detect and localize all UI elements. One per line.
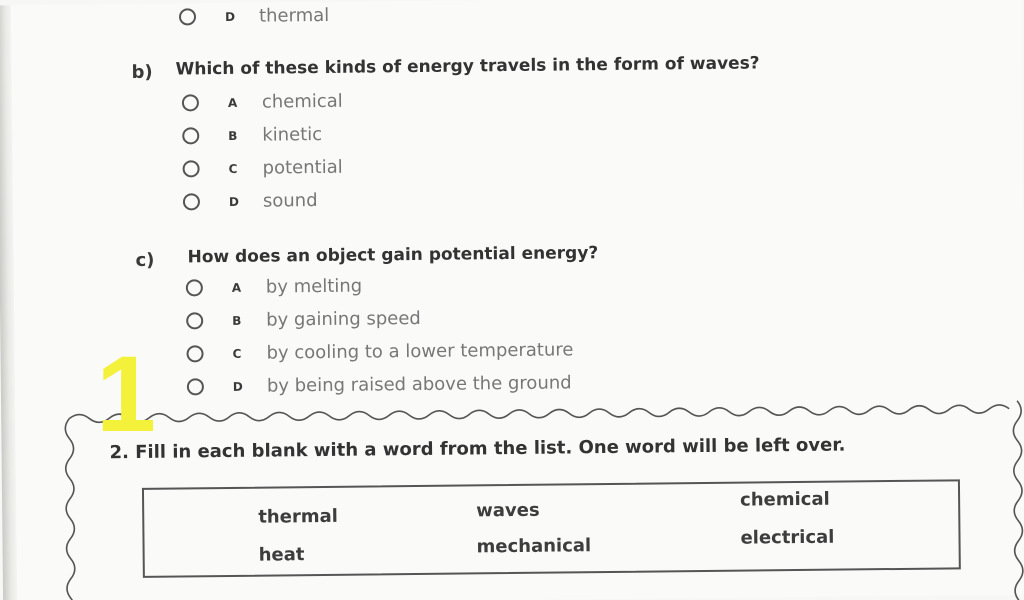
binder-edge: [0, 5, 17, 600]
choice-text: thermal: [258, 4, 330, 27]
choice-text: by melting: [265, 275, 363, 298]
question-c-text: How does an object gain potential energy?: [187, 243, 599, 268]
choice-text: by cooling to a lower temperature: [266, 339, 574, 364]
word-bank-item: waves: [476, 499, 540, 522]
choice-text: by gaining speed: [266, 307, 421, 331]
radio-button[interactable]: [183, 160, 200, 177]
question-2-text: 2. Fill in each blank with a word from the list. One word will be left over.: [109, 434, 846, 464]
choice-text: chemical: [261, 90, 343, 113]
word-bank-item: electrical: [740, 526, 835, 549]
choice-letter: D: [232, 379, 243, 394]
highlight-number: 1: [96, 333, 157, 454]
radio-button[interactable]: [182, 127, 199, 144]
choice-text: kinetic: [262, 123, 323, 146]
choice-letter: D: [224, 9, 236, 24]
choice-letter: B: [228, 128, 238, 143]
choice-text: by being raised above the ground: [266, 372, 572, 397]
choice-letter: B: [232, 313, 242, 328]
question-c-label: c): [135, 249, 155, 271]
choice-text: potential: [262, 156, 343, 179]
choice-letter: A: [231, 280, 242, 295]
choice-letter: C: [228, 161, 238, 176]
question-b-label: b): [131, 61, 153, 83]
word-bank-item: chemical: [739, 488, 830, 511]
choice-text: sound: [262, 190, 318, 212]
radio-button[interactable]: [186, 312, 203, 329]
word-bank-item: heat: [258, 544, 305, 566]
choice-letter: A: [227, 95, 238, 110]
choice-letter: D: [228, 194, 239, 209]
radio-button[interactable]: [179, 8, 196, 25]
choice-letter: C: [232, 346, 242, 361]
word-bank-box: [142, 479, 961, 578]
radio-button[interactable]: [186, 279, 203, 296]
radio-button[interactable]: [182, 94, 199, 111]
radio-button[interactable]: [187, 378, 204, 395]
word-bank-item: thermal: [258, 505, 338, 528]
radio-button[interactable]: [183, 193, 200, 210]
radio-button[interactable]: [186, 345, 203, 362]
word-bank-item: mechanical: [476, 535, 592, 558]
question-b-text: Which of these kinds of energy travels in the form of waves?: [175, 53, 760, 80]
